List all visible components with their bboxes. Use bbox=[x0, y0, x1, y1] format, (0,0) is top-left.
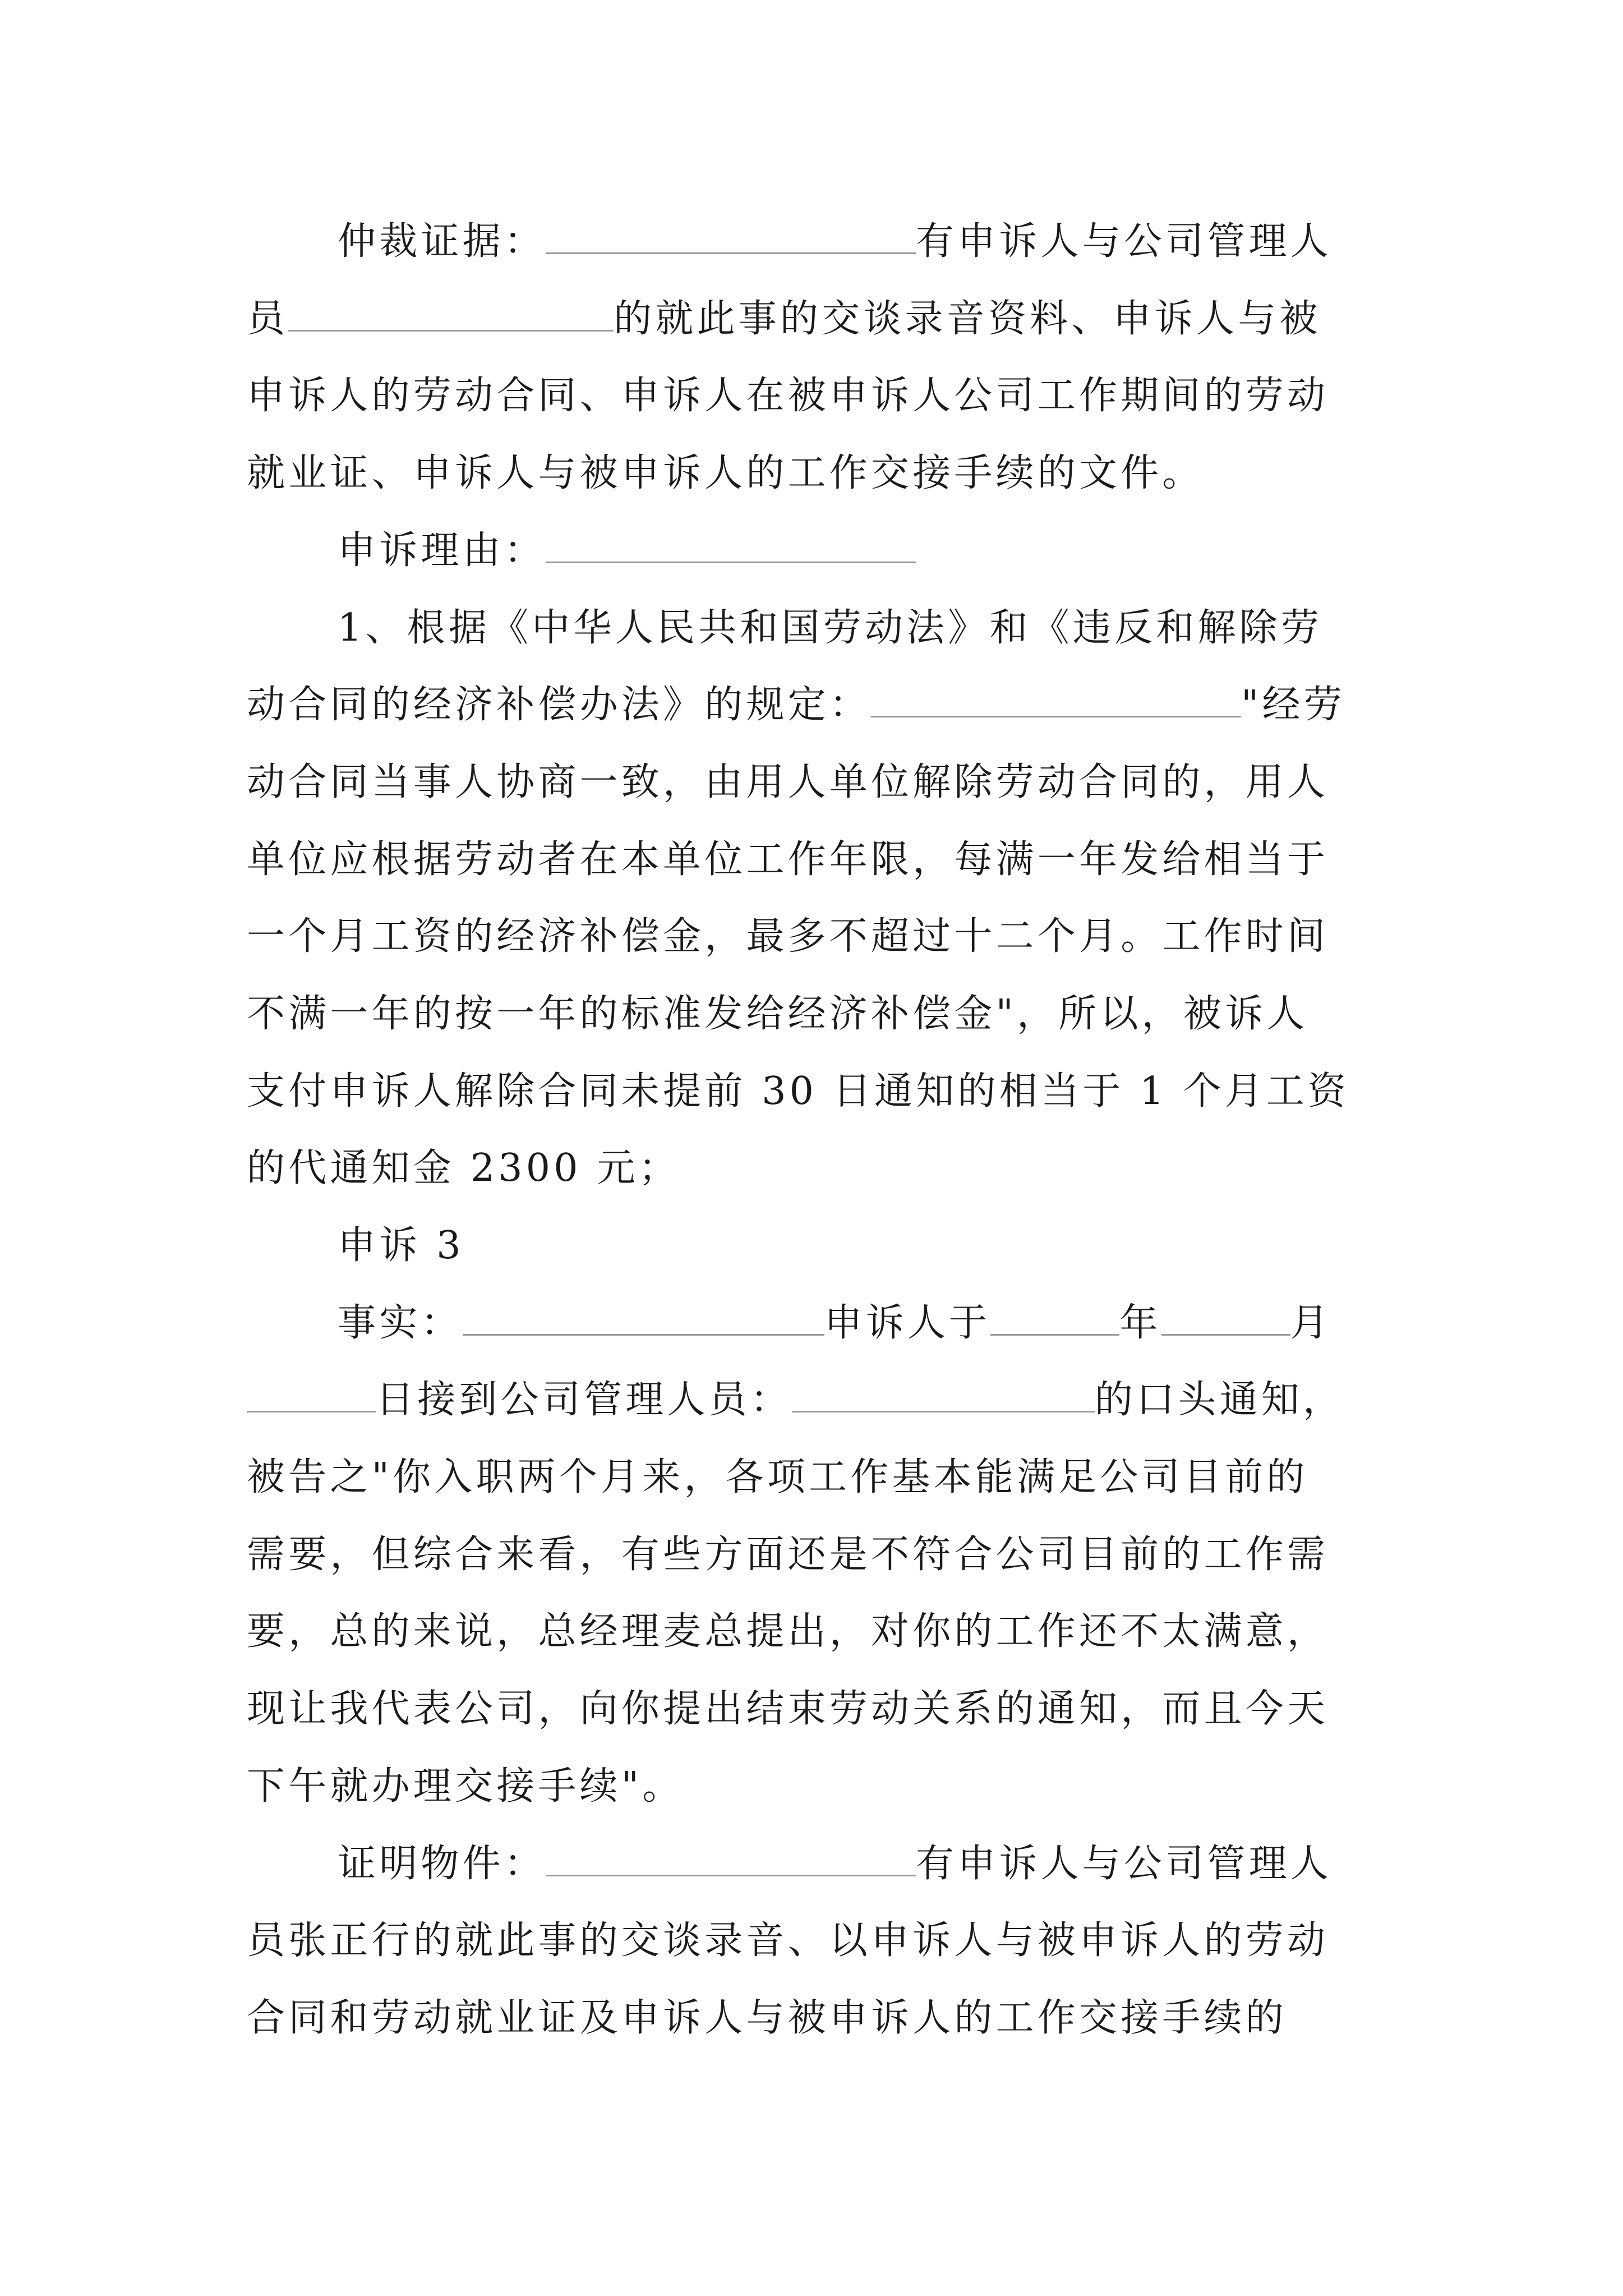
reason-para-line-6: 不满一年的按一年的标准发给经济补偿金"，所以，被诉人 bbox=[247, 992, 1308, 1036]
fact-line-4: 需要，但综合来看，有些方面还是不符合公司目前的工作需 bbox=[247, 1533, 1329, 1577]
blank-field bbox=[546, 219, 916, 254]
evidence-line-1 bbox=[338, 216, 1332, 268]
text-segment: 月 bbox=[1290, 1301, 1332, 1345]
reason-para-line-2 bbox=[247, 679, 1345, 731]
blank-field bbox=[990, 1300, 1119, 1336]
blank-field bbox=[1161, 1300, 1290, 1336]
proof-line-1 bbox=[338, 1838, 1332, 1890]
evidence-label: 仲裁证据： bbox=[338, 219, 546, 264]
proof-line-3: 合同和劳动就业证及申诉人与被申诉人的工作交接手续的 bbox=[247, 1996, 1288, 2040]
blank-field bbox=[247, 1377, 376, 1412]
fact-line-6: 现让我代表公司，向你提出结束劳动关系的通知，而且今天 bbox=[247, 1687, 1329, 1731]
fact-line-2 bbox=[247, 1374, 1344, 1426]
reason-line bbox=[338, 525, 916, 577]
fact-line-5: 要，总的来说，总经理麦总提出，对你的工作还不太满意， bbox=[247, 1609, 1329, 1654]
section-heading: 申诉 3 bbox=[338, 1223, 464, 1268]
blank-field bbox=[871, 682, 1241, 717]
text-segment: 动合同的经济补偿办法》的规定： bbox=[247, 683, 872, 727]
blank-field bbox=[792, 1377, 1095, 1412]
evidence-line-2 bbox=[247, 293, 1321, 345]
reason-para-line-1: 1、根据《中华人民共和国劳动法》和《违反和解除劳 bbox=[338, 606, 1323, 650]
text-segment: 的口头通知， bbox=[1095, 1378, 1345, 1422]
evidence-line-4: 就业证、申诉人与被申诉人的工作交接手续的文件。 bbox=[247, 451, 1204, 495]
blank-field bbox=[546, 1841, 916, 1876]
text-segment: 日接到公司管理人员： bbox=[376, 1378, 792, 1422]
text-segment: 员 bbox=[247, 297, 289, 341]
text-segment: 有申诉人与公司管理人 bbox=[916, 219, 1332, 264]
evidence-line-3: 申诉人的劳动合同、申诉人在被申诉人公司工作期间的劳动 bbox=[247, 374, 1329, 418]
reason-para-line-7: 支付申诉人解除合同未提前 30 日通知的相当于 1 个月工资 bbox=[247, 1069, 1350, 1114]
fact-label: 事实： bbox=[338, 1301, 463, 1345]
reason-para-line-5: 一个月工资的经济补偿金，最多不超过十二个月。工作时间 bbox=[247, 914, 1329, 959]
blank-field bbox=[546, 528, 916, 563]
fact-line-7: 下午就办理交接手续"。 bbox=[247, 1764, 684, 1809]
fact-line-1 bbox=[338, 1297, 1332, 1349]
blank-field bbox=[288, 296, 614, 332]
proof-line-2: 员张正行的就此事的交谈录音、以申诉人与被申诉人的劳动 bbox=[247, 1918, 1329, 1963]
fact-line-3: 被告之"你入职两个月来，各项工作基本能满足公司目前的 bbox=[247, 1455, 1308, 1499]
text-segment: 申诉人于 bbox=[824, 1301, 991, 1345]
reason-para-line-8: 的代通知金 2300 元； bbox=[247, 1146, 680, 1190]
text-segment: 的就此事的交谈录音资料、申诉人与被 bbox=[614, 297, 1321, 341]
text-segment: 有申诉人与公司管理人 bbox=[916, 1842, 1332, 1886]
reason-para-line-4: 单位应根据劳动者在本单位工作年限，每满一年发给相当于 bbox=[247, 838, 1329, 882]
text-segment: "经劳 bbox=[1241, 683, 1345, 727]
proof-label: 证明物件： bbox=[338, 1842, 546, 1886]
blank-field bbox=[463, 1300, 824, 1336]
reason-label: 申诉理由： bbox=[338, 528, 546, 573]
reason-para-line-3: 动合同当事人协商一致，由用人单位解除劳动合同的，用人 bbox=[247, 760, 1329, 804]
text-segment: 年 bbox=[1119, 1301, 1161, 1345]
